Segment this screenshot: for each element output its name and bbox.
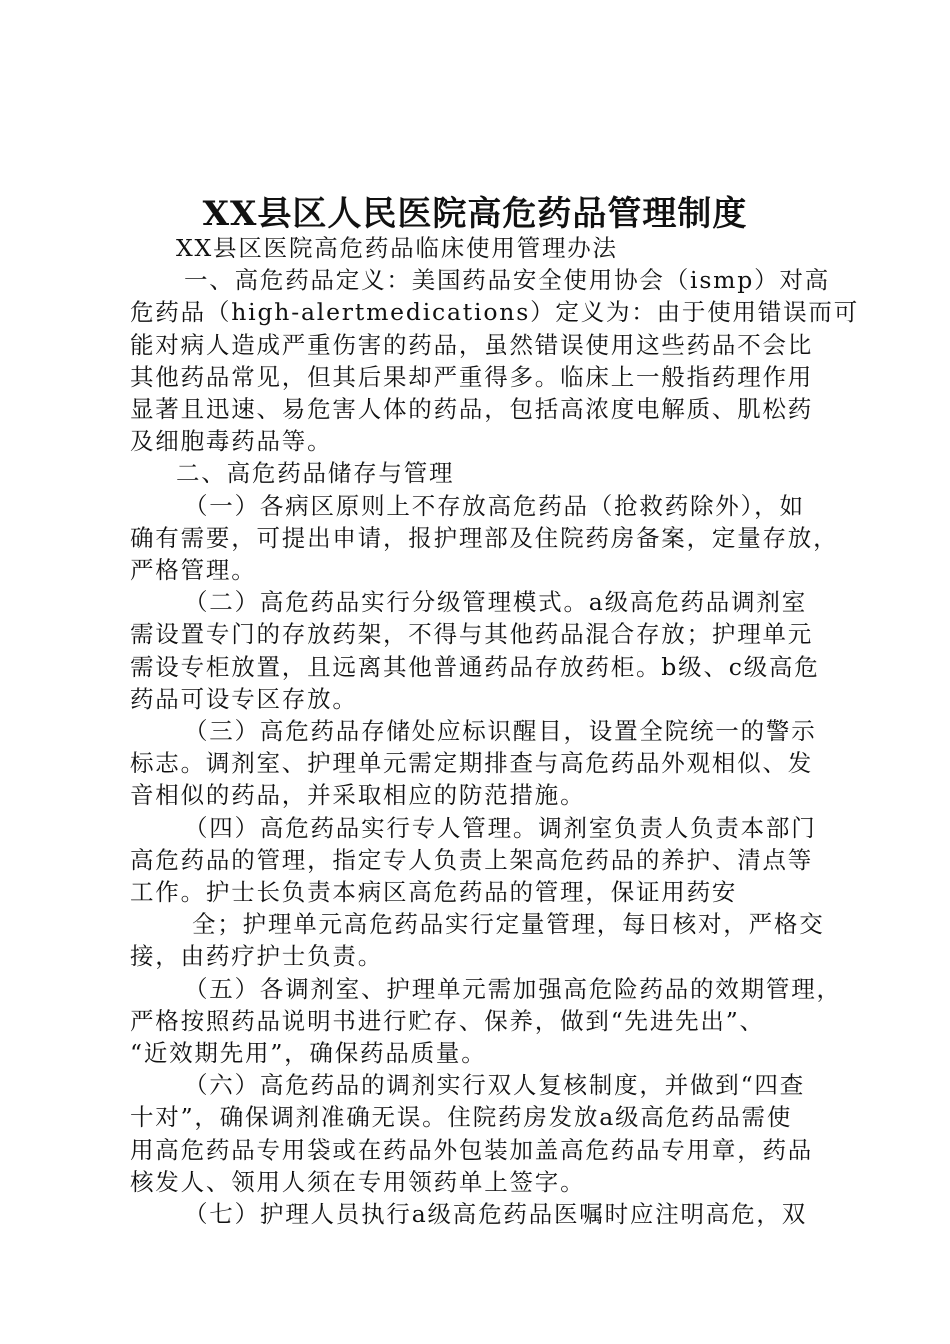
paragraph-line: （七）护理人员执行a级高危药品医嘱时应注明高危，双 xyxy=(184,1200,808,1229)
paragraph-line: 接，由药疗护士负责。 xyxy=(130,942,383,971)
paragraph-line: 能对病人造成严重伤害的药品，虽然错误使用这些药品不会比 xyxy=(130,330,814,359)
paragraph-line: 用高危药品专用袋或在药品外包装加盖高危药品专用章，药品 xyxy=(130,1135,814,1164)
paragraph-line: 及细胞毒药品等。 xyxy=(130,427,333,456)
paragraph-line: 需设专柜放置，且远离其他普通药品存放药柜。b级、c级高危 xyxy=(130,652,820,681)
paragraph-line: （一）各病区原则上不存放高危药品（抢救药除外），如 xyxy=(184,491,805,520)
paragraph-line: （五）各调剂室、护理单元需加强高危险药品的效期管理， xyxy=(184,974,842,1003)
paragraph-line: 严格按照药品说明书进行贮存、保养，做到“先进先出”、 xyxy=(130,1006,765,1035)
paragraph-line: 工作。护士长负责本病区高危药品的管理，保证用药安 xyxy=(130,878,738,907)
paragraph-line: （三）高危药品存储处应标识醒目，设置全院统一的警示 xyxy=(184,717,817,746)
paragraph-line: 高危药品的管理，指定专人负责上架高危药品的养护、清点等 xyxy=(130,845,814,874)
subtitle-line: XX县区医院高危药品临床使用管理办法 xyxy=(176,234,618,262)
paragraph-line: 标志。调剂室、护理单元需定期排查与高危药品外观相似、发 xyxy=(130,749,814,778)
section-heading: 二、高危药品储存与管理 xyxy=(176,459,455,488)
paragraph-line: （二）高危药品实行分级管理模式。a级高危药品调剂室 xyxy=(184,588,808,617)
paragraph-line: 全；护理单元高危药品实行定量管理，每日核对，严格交 xyxy=(192,910,825,939)
paragraph-line: “近效期先用”，确保药品质量。 xyxy=(130,1039,487,1068)
paragraph-line: （四）高危药品实行专人管理。调剂室负责人负责本部门 xyxy=(184,813,817,842)
paragraph-line: 一、高危药品定义：美国药品安全使用协会（ismp）对高 xyxy=(184,266,831,295)
document-body xyxy=(130,232,860,1230)
paragraph-line: 严格管理。 xyxy=(130,556,257,585)
paragraph-line: 需设置专门的存放药架，不得与其他药品混合存放；护理单元 xyxy=(130,620,814,649)
paragraph-line: 其他药品常见，但其后果却严重得多。临床上一般指药理作用 xyxy=(130,362,814,391)
document-title: XX县区人民医院高危药品管理制度 xyxy=(202,194,748,234)
paragraph-line: 核发人、领用人须在专用领药单上签字。 xyxy=(130,1167,586,1196)
paragraph-line: （六）高危药品的调剂实行双人复核制度，并做到“四查 xyxy=(184,1071,806,1100)
paragraph-line: 确有需要，可提出申请，报护理部及住院药房备案，定量存放， xyxy=(130,523,839,552)
paragraph-line: 危药品（high-alertmedications）定义为：由于使用错误而可 xyxy=(130,298,860,327)
paragraph-line: 显著且迅速、易危害人体的药品，包括高浓度电解质、肌松药 xyxy=(130,395,814,424)
paragraph-line: 十对”，确保调剂准确无误。住院药房发放a级高危药品需使 xyxy=(130,1103,793,1132)
paragraph-line: 音相似的药品，并采取相应的防范措施。 xyxy=(130,781,586,810)
paragraph-line: 药品可设专区存放。 xyxy=(130,684,358,713)
